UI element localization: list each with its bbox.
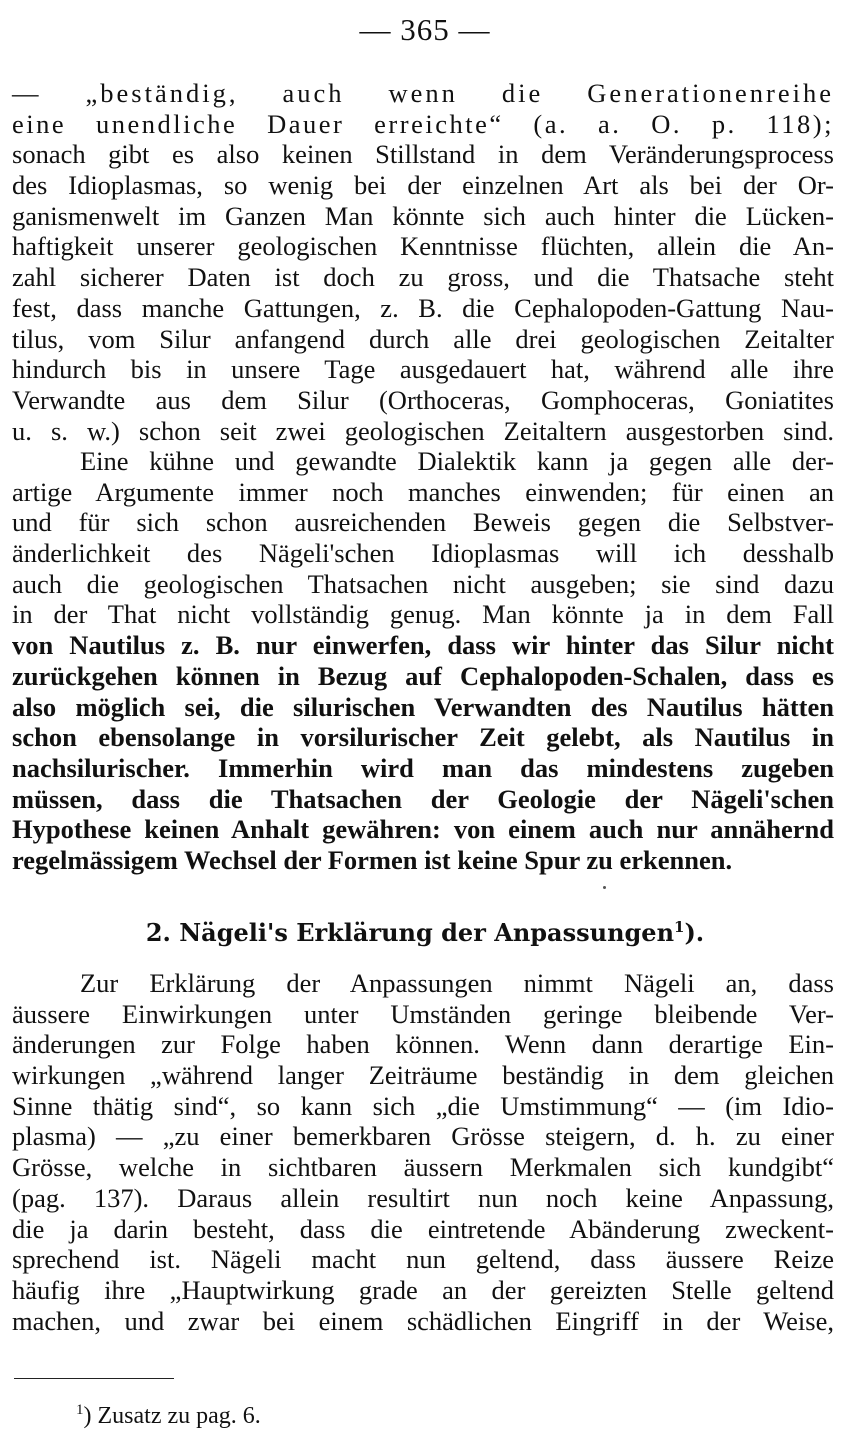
text-line: hindurch bis in unsere Tage ausgedauert hat, während alle ihre xyxy=(12,354,834,385)
paragraph-adaptation xyxy=(12,968,834,1336)
page-number: — 365 — xyxy=(359,12,491,47)
text-line: — „beständig, auch wenn die Generationenreihe xyxy=(12,78,834,108)
text-line: (pag. 137). Daraus allein resultirt nun noch keine Anpassung, xyxy=(12,1182,834,1213)
footnote-divider xyxy=(14,1378,174,1379)
text-line: Verwandte aus dem Silur (Orthoceras, Gomphoceras, Goniatites xyxy=(12,384,834,415)
text-line: zahl sicherer Daten ist doch zu gross, und die Thatsache steht xyxy=(12,262,834,293)
text-line: artige Argumente immer noch manches einwenden; für einen an xyxy=(12,476,834,507)
footnote-reference: 1 xyxy=(674,918,685,936)
text-line: plasma) — „zu einer bemerkbaren Grösse steigern, d. h. zu einer xyxy=(12,1121,834,1152)
text-line: wirkungen „während langer Zeiträume beständig in dem gleichen xyxy=(12,1060,834,1091)
text-line: des Idioplasmas, so wenig bei der einzelnen Art als bei der Or- xyxy=(12,170,834,201)
text-line: müssen, dass die Thatsachen der Geologie der Nägeli'schen xyxy=(12,783,834,814)
text-line: haftigkeit unserer geologischen Kenntnisse flüchten, allein die An- xyxy=(12,231,834,262)
text-line: in der That nicht vollständig genug. Man könnte ja in dem Fall xyxy=(12,599,834,630)
text-line: ganismenwelt im Ganzen Man könnte sich auch hinter die Lücken- xyxy=(12,200,834,231)
text-line: machen, und zwar bei einem schädlichen Eingriff in der Weise, xyxy=(12,1305,834,1336)
text-line: Sinne thätig sind“, so kann sich „die Umstimmung“ — (im Idio- xyxy=(12,1090,834,1121)
section-heading-end: ). xyxy=(684,918,705,947)
text-line: änderungen zur Folge haben können. Wenn dann derartige Ein- xyxy=(12,1029,834,1060)
text-line: Hypothese keinen Anhalt gewähren: von einem auch nur annähernd xyxy=(12,814,834,845)
section-heading-text: 2. Nägeli's Erklärung der Anpassungen xyxy=(145,918,675,947)
text-line: sonach gibt es also keinen Stillstand in dem Veränderungsprocess xyxy=(12,139,834,170)
section-heading xyxy=(0,918,850,947)
footnote-mark: 1 xyxy=(76,1402,84,1418)
text-line: die ja darin besteht, dass die eintretende Abänderung zweckent- xyxy=(12,1213,834,1244)
text-line: also möglich sei, die silurischen Verwandten des Nautilus hätten xyxy=(12,691,834,722)
text-line: eine unendliche Dauer erreichte“ (a. a. O. p. 118); xyxy=(12,108,834,139)
text-line: schon ebensolange in vorsilurischer Zeit gelebt, als Nautilus in xyxy=(12,722,834,753)
text-line: tilus, vom Silur anfangend durch alle drei geologischen Zeitalter xyxy=(12,323,834,354)
text-line: Zur Erklärung der Anpassungen nimmt Nägeli an, dass xyxy=(80,968,834,998)
text-line: häufig ihre „Hauptwirkung grade an der gereizten Stelle geltend xyxy=(12,1274,834,1305)
text-line: u. s. w.) schon seit zwei geologischen Zeitaltern ausgestorben sind. xyxy=(12,415,834,446)
text-line: fest, dass manche Gattungen, z. B. die Cephalopoden-Gattung Nau- xyxy=(12,292,834,323)
text-line: äussere Einwirkungen unter Umständen geringe bleibende Ver- xyxy=(12,998,834,1029)
text-line: Grösse, welche in sichtbaren äussern Merkmalen sich kundgibt“ xyxy=(12,1152,834,1183)
paragraph-continuation xyxy=(12,78,834,446)
text-line: zurückgehen können in Bezug auf Cephalopoden-Schalen, dass es xyxy=(12,660,834,691)
footnote xyxy=(76,1402,261,1430)
print-speck xyxy=(603,886,606,889)
text-line: von Nautilus z. B. nur einwerfen, dass wir hinter das Silur nicht xyxy=(12,630,834,661)
paragraph-argument xyxy=(12,446,834,876)
text-line: und für sich schon ausreichenden Beweis gegen die Selbstver- xyxy=(12,507,834,538)
text-line: Eine kühne und gewandte Dialektik kann ja gegen alle der- xyxy=(80,446,834,476)
text-line: sprechend ist. Nägeli macht nun geltend, dass äussere Reize xyxy=(12,1244,834,1275)
text-line: nachsilurischer. Immerhin wird man das mindestens zugeben xyxy=(12,752,834,783)
text-line: auch die geologischen Thatsachen nicht ausgeben; sie sind dazu xyxy=(12,568,834,599)
text-line: regelmässigem Wechsel der Formen ist keine Spur zu erkennen. xyxy=(12,844,733,875)
footnote-text: ) Zusatz zu pag. 6. xyxy=(83,1403,261,1429)
text-line: änderlichkeit des Nägeli'schen Idioplasmas will ich desshalb xyxy=(12,538,834,569)
